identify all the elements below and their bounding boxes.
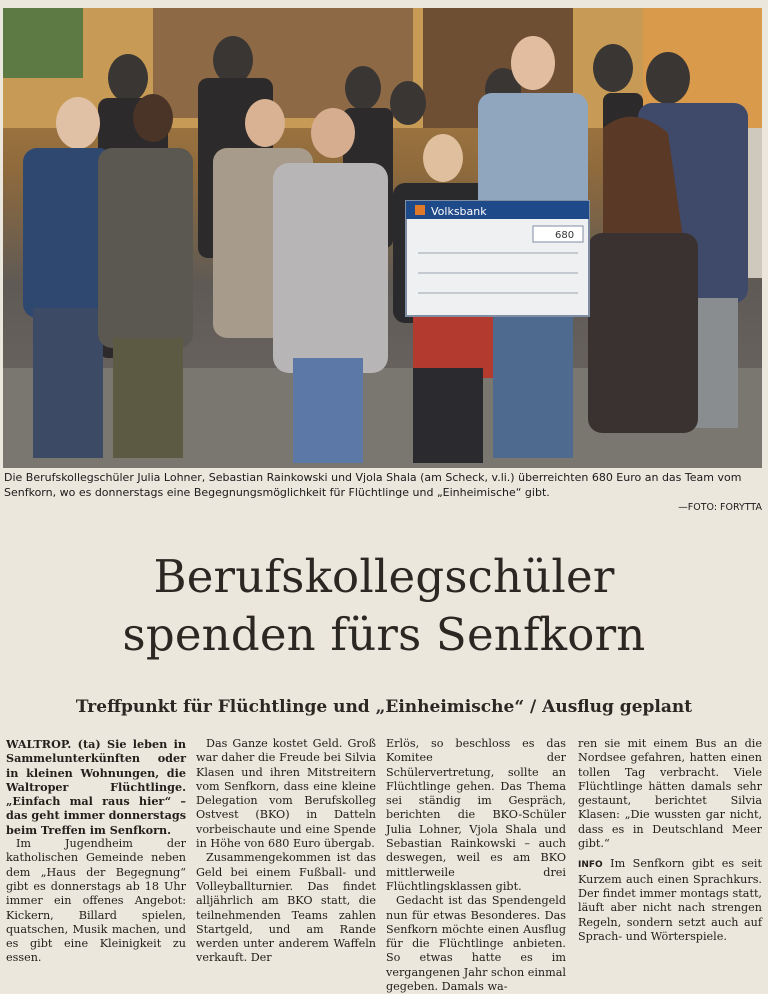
paragraph-5: Gedacht ist das Spendengeld nun für etwas Besonderes. Das Senfkorn möchte einen Ausflug für die Flüchtlinge anbieten. So etwas hatte es im vergangenen Jahr schon einmal gegeben. Damals wa-	[386, 894, 566, 994]
cheque-amount: 680	[555, 230, 575, 241]
headline-line-1: Berufskollegschüler	[153, 550, 615, 603]
article-column-4	[578, 737, 762, 982]
lead-text: Sie leben in Sammelunterkünften oder in kleinen Wohnungen, die Waltroper Flüchtlinge. „Einfach mal raus hier“ – das geht immer donnerstags beim Treffen im Senfkorn.	[6, 737, 186, 837]
info-box	[578, 857, 762, 944]
lead-paragraph	[6, 737, 186, 837]
article-column-1	[6, 737, 186, 982]
subheadline: Treffpunkt für Flüchtlinge und „Einheimische“ / Ausflug geplant	[75, 697, 693, 717]
headline	[0, 548, 768, 664]
photo-caption: Die Berufskollegschüler Julia Lohner, Sebastian Rainkowski und Vjola Shala (am Scheck, v.li.) überreichten 680 Euro an das Team vom Senfkorn, wo es donnerstags eine Begegnungsmöglichkeit für Flüchtlinge und „Einheimische“ gibt.	[4, 471, 742, 499]
group-photo-illustration	[3, 8, 762, 468]
dateline: WALTROP. (ta)	[6, 737, 101, 751]
paragraph-3: Zusammengekommen ist das Geld bei einem Fußball- und Volleyballturnier. Das findet alljährlich am BKO statt, die teilnehmenden Teams zahlen Startgeld, und am Rande werden unter anderem Waffeln verkauft. Der	[196, 851, 376, 965]
paragraph-1: Im Jugendheim der katholischen Gemeinde neben dem „Haus der Begegnung“ gibt es donnerstags ab 18 Uhr immer ein offenes Angebot: Kickern, Billard spielen, quatschen, Musik machen, und es gibt eine Kleinigkeit zu essen.	[6, 837, 186, 965]
article-column-2	[196, 737, 376, 982]
cheque-bank-label: Volksbank	[431, 205, 487, 218]
info-label: INFO	[578, 860, 603, 871]
paragraph-2: Das Ganze kostet Geld. Groß war daher die Freude bei Silvia Klasen und ihren Mitstreitern vom Senfkorn, dass eine kleine Delegation vom Berufskolleg Ostvest (BKO) in Datteln vorbeischaute und eine Spende in Höhe von 680 Euro übergab.	[196, 737, 376, 851]
info-text: Im Senfkorn gibt es seit Kurzem auch einen Sprachkurs. Der findet immer montags statt, läuft aber nicht nach strengen Regeln, sondern setzt auch auf Sprach- und Wörterspiele.	[578, 857, 762, 943]
paragraph-6: ren sie mit einem Bus an die Nordsee gefahren, hatten einen tollen Tag verbracht. Viele Flüchtlinge hätten damals sehr gestaunt, berichtet Silvia Klasen: „Die wussten gar nicht, dass es in Deutschland Meer gibt.“	[578, 737, 762, 851]
article-column-3	[386, 737, 566, 994]
headline-line-2: spenden fürs Senfkorn	[122, 608, 646, 661]
photo-credit: —FOTO: FORYTTA	[678, 502, 762, 513]
article-photo	[3, 8, 762, 468]
paragraph-4: Erlös, so beschloss es das Komitee der Schülervertretung, sollte an Flüchtlinge gehen. Das Thema sei ständig im Gespräch, berichten die BKO-Schüler Julia Lohner, Vjola Shala und Sebastian Rainkowski – auch deswegen, weil es am BKO mittlerweile drei Flüchtlingsklassen gibt.	[386, 737, 566, 893]
